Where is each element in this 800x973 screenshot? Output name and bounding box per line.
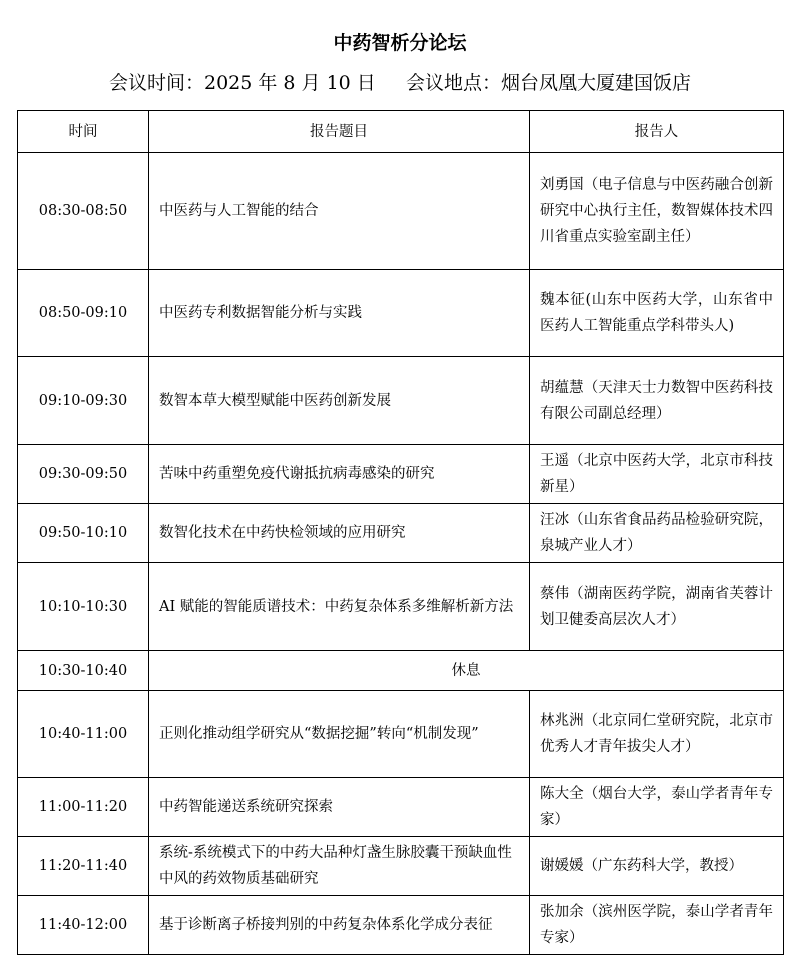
row-time: 11:20-11:40	[18, 837, 149, 896]
header-speaker: 报告人	[530, 111, 784, 153]
table-row	[18, 778, 784, 837]
row-topic: 数智本草大模型赋能中医药创新发展	[149, 357, 530, 445]
table-row	[18, 357, 784, 445]
header-topic: 报告题目	[149, 111, 530, 153]
row-speaker: 胡蕴慧（天津天士力数智中医药科技有限公司副总经理）	[530, 357, 784, 445]
row-speaker: 刘勇国（电子信息与中医药融合创新研究中心执行主任，数智媒体技术四川省重点实验室副主任）	[530, 153, 784, 270]
row-speaker: 汪冰（山东省食品药品检验研究院，泉城产业人才）	[530, 504, 784, 563]
table-row	[18, 270, 784, 357]
row-time: 08:50-09:10	[18, 270, 149, 357]
row-topic: 数智化技术在中药快检领域的应用研究	[149, 504, 530, 563]
table-row	[18, 896, 784, 955]
row-speaker: 张加余（滨州医学院，泰山学者青年专家）	[530, 896, 784, 955]
row-topic: 中医药专利数据智能分析与实践	[149, 270, 530, 357]
table-row	[18, 563, 784, 651]
row-topic: 正则化推动组学研究从“数据挖掘”转向“机制发现”	[149, 691, 530, 778]
row-time: 10:40-11:00	[18, 691, 149, 778]
row-time: 10:10-10:30	[18, 563, 149, 651]
row-time: 11:40-12:00	[18, 896, 149, 955]
row-topic: 系统-系统模式下的中药大品种灯盏生脉胶囊干预缺血性中风的药效物质基础研究	[149, 837, 530, 896]
table-row	[18, 445, 784, 504]
table-row-break	[18, 651, 784, 691]
table-row	[18, 691, 784, 778]
row-speaker: 王遥（北京中医药大学，北京市科技新星）	[530, 445, 784, 504]
row-topic: AI 赋能的智能质谱技术：中药复杂体系多维解析新方法	[149, 563, 530, 651]
row-topic: 基于诊断离子桥接判别的中药复杂体系化学成分表征	[149, 896, 530, 955]
row-time: 09:30-09:50	[18, 445, 149, 504]
header-time: 时间	[18, 111, 149, 153]
table-row	[18, 153, 784, 270]
row-speaker: 蔡伟（湖南医药学院，湖南省芙蓉计划卫健委高层次人才）	[530, 563, 784, 651]
row-topic: 中医药与人工智能的结合	[149, 153, 530, 270]
row-time: 10:30-10:40	[18, 651, 149, 691]
row-speaker: 陈大全（烟台大学，泰山学者青年专家）	[530, 778, 784, 837]
table-header-row	[18, 111, 784, 153]
row-time: 09:10-09:30	[18, 357, 149, 445]
page-title: 中药智析分论坛	[333, 32, 467, 54]
table-row	[18, 504, 784, 563]
table-row	[18, 837, 784, 896]
row-time: 08:30-08:50	[18, 153, 149, 270]
break-label: 休息	[149, 651, 784, 691]
row-time: 09:50-10:10	[18, 504, 149, 563]
agenda-table	[17, 110, 784, 955]
row-speaker: 林兆洲（北京同仁堂研究院，北京市优秀人才青年拔尖人才）	[530, 691, 784, 778]
row-topic: 中药智能递送系统研究探索	[149, 778, 530, 837]
row-speaker: 谢媛媛（广东药科大学，教授）	[530, 837, 784, 896]
row-speaker: 魏本征(山东中医药大学，山东省中医药人工智能重点学科带头人)	[530, 270, 784, 357]
row-time: 11:00-11:20	[18, 778, 149, 837]
meeting-info: 会议时间：2025 年 8 月 10 日 会议地点：烟台凤凰大厦建国饭店	[108, 72, 691, 94]
row-topic: 苦味中药重塑免疫代谢抵抗病毒感染的研究	[149, 445, 530, 504]
